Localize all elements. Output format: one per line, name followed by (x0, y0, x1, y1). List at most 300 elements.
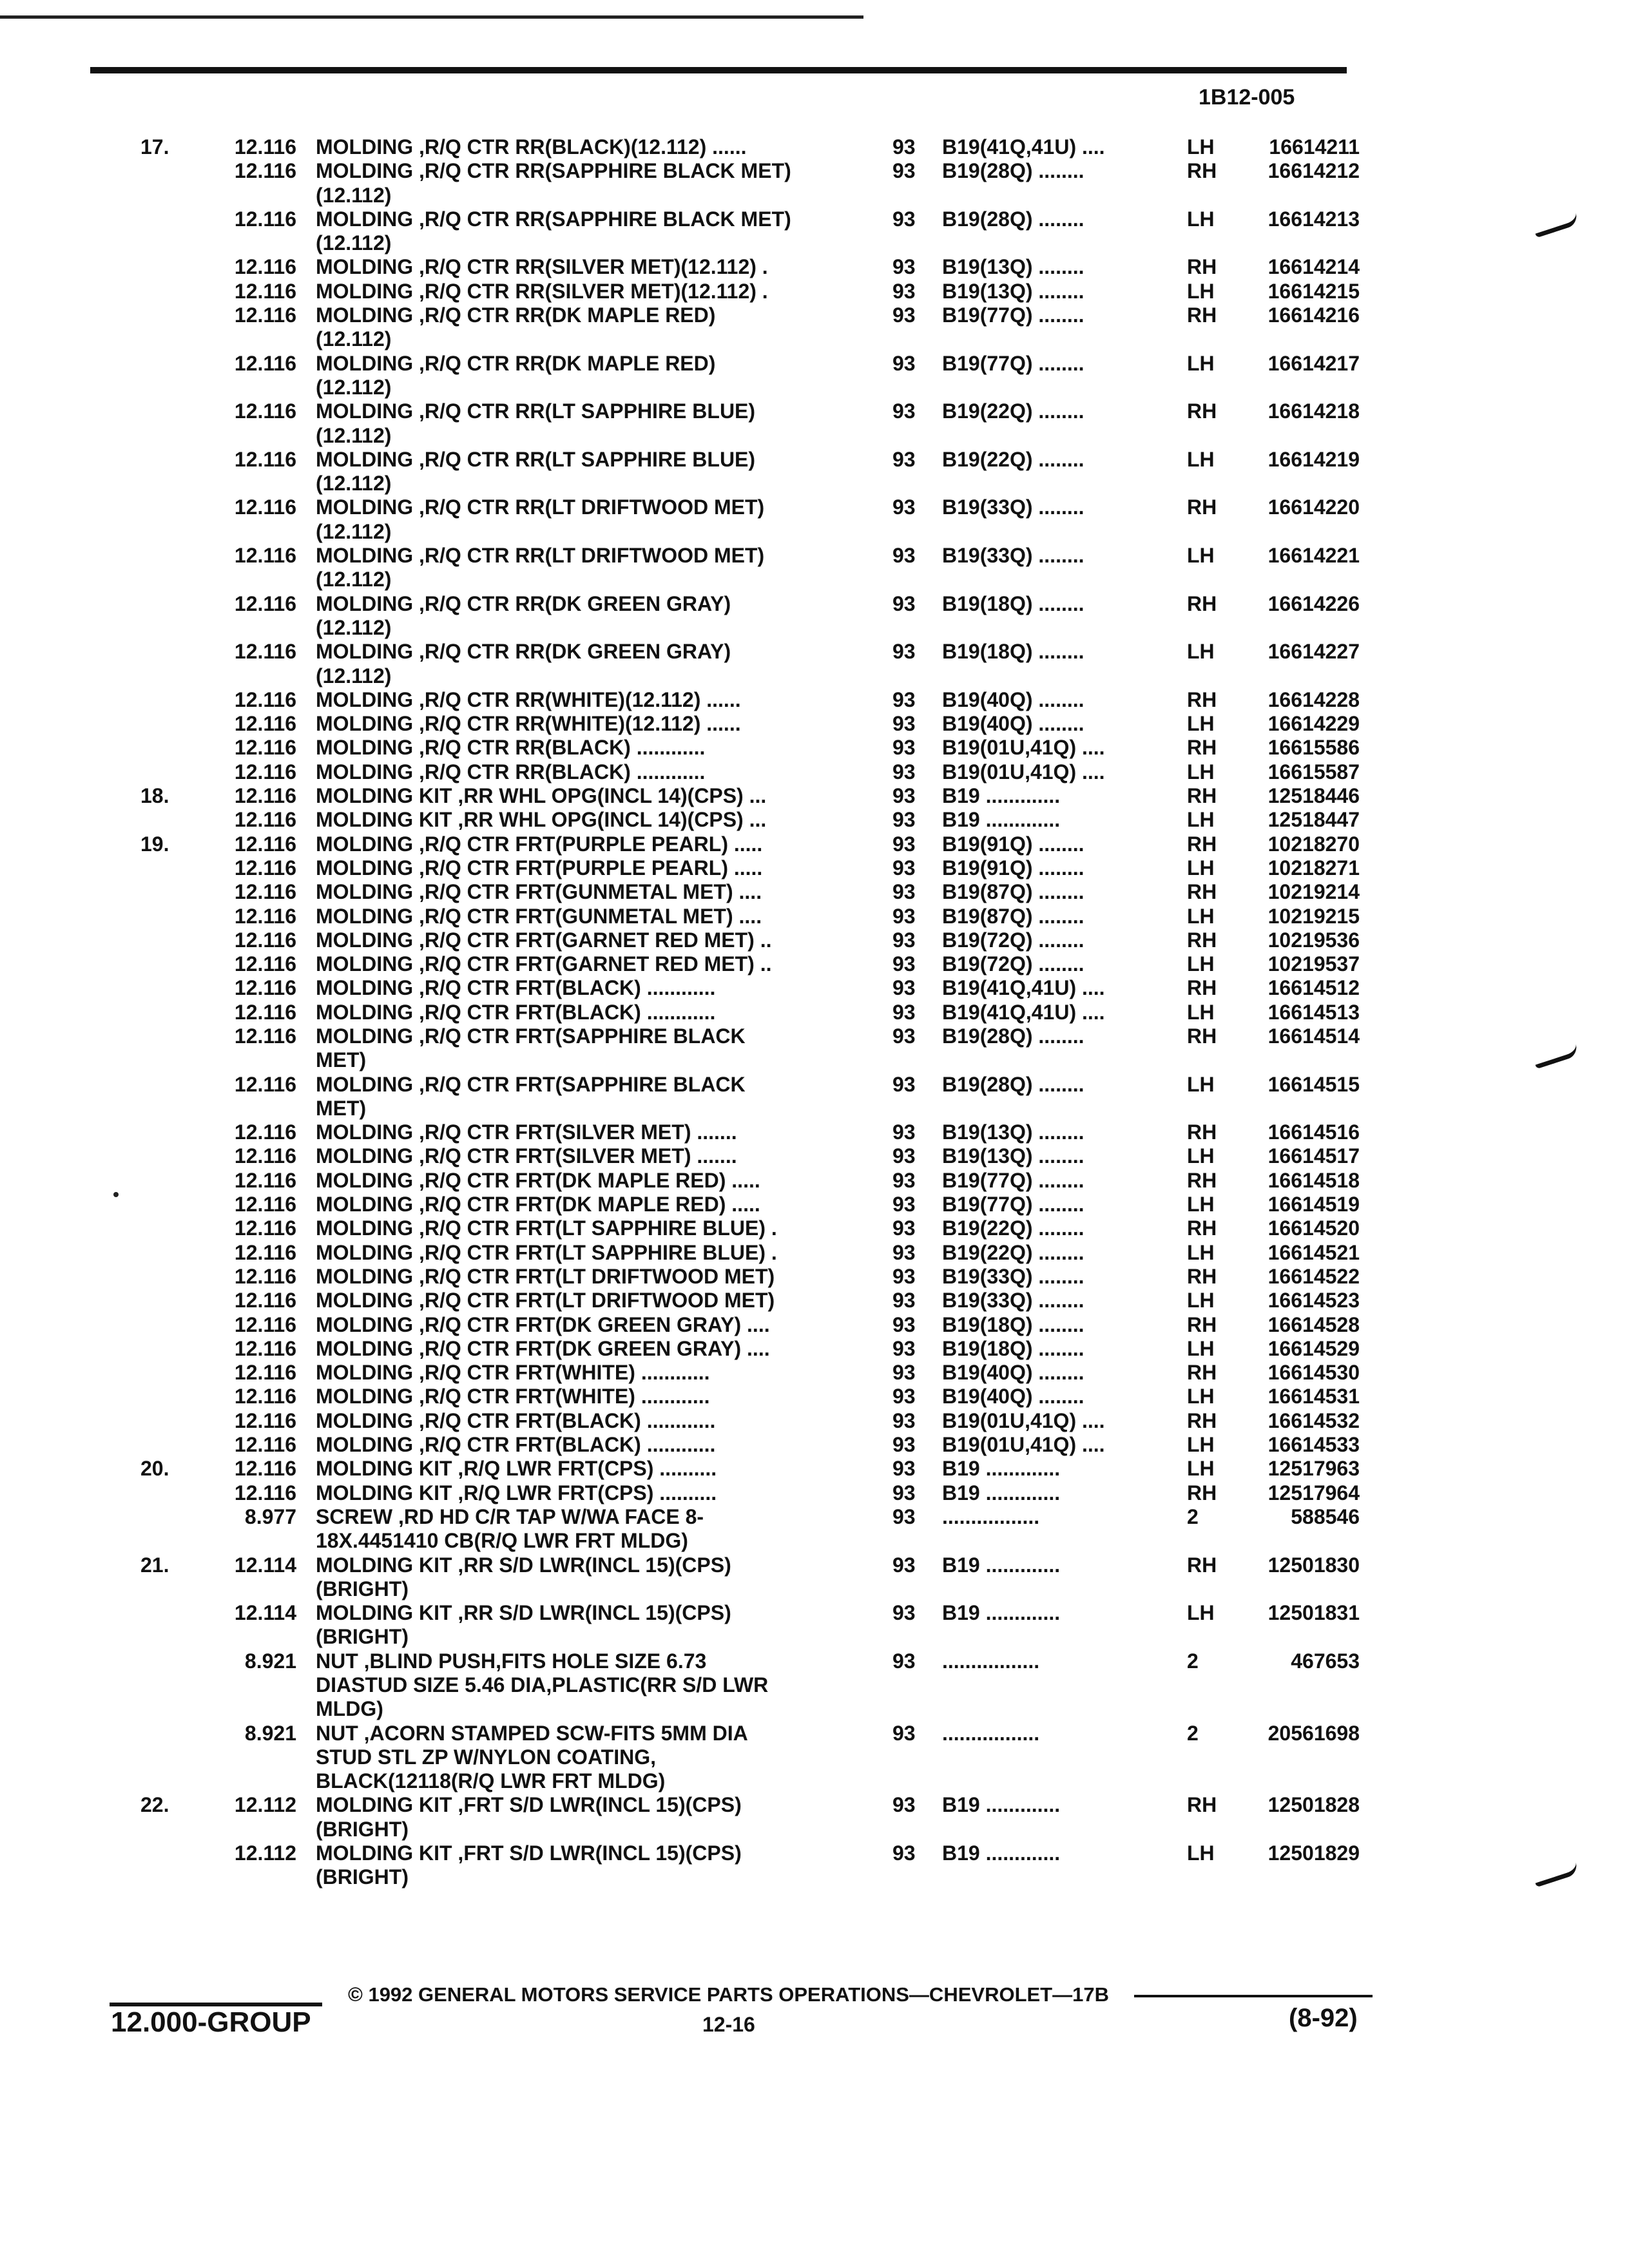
group-number: 12.116 (234, 1216, 296, 1240)
part-description: MOLDING ,R/Q CTR FRT(DK GREEN GRAY) .... (316, 1312, 770, 1336)
model-year: 93 (892, 303, 916, 327)
part-description: MOLDING ,R/Q CTR FRT(DK GREEN GRAY) .... (316, 1336, 770, 1360)
table-row (0, 1385, 1629, 1408)
table-row (0, 1337, 1629, 1361)
side-or-qty: LH (1187, 1193, 1215, 1216)
table-row (0, 1001, 1629, 1024)
model-year: 93 (892, 1841, 916, 1865)
part-number: 16614228 (1268, 687, 1360, 711)
side-or-qty: 2 (1187, 1721, 1199, 1745)
body-code: B19(13Q) ........ (942, 1144, 1084, 1168)
table-row (0, 207, 1629, 231)
part-description: MOLDING ,R/Q CTR FRT(DK MAPLE RED) ..... (316, 1168, 760, 1192)
side-or-qty: RH (1187, 1024, 1217, 1048)
group-number: 12.116 (234, 1120, 296, 1144)
side-or-qty: LH (1187, 544, 1215, 568)
part-number: 16614218 (1268, 399, 1360, 423)
group-number: 12.116 (234, 1240, 296, 1264)
side-or-qty: RH (1187, 928, 1217, 952)
part-description: MET) (316, 1048, 367, 1072)
table-row (0, 928, 1629, 952)
group-number: 12.116 (234, 1193, 296, 1216)
group-number: 12.116 (234, 832, 296, 856)
page-code: 1B12-005 (1199, 85, 1295, 110)
group-number: 12.116 (234, 784, 296, 808)
part-description: MLDG) (316, 1697, 383, 1721)
group-number: 12.116 (234, 1144, 296, 1168)
body-code: B19(28Q) ........ (942, 207, 1084, 231)
table-row (0, 1697, 1629, 1721)
part-description: MOLDING ,R/Q CTR FRT(BLACK) ............ (316, 1433, 716, 1457)
ref-number: 22. (140, 1793, 169, 1817)
footer-rule (1134, 1995, 1373, 1997)
part-number: 12517964 (1268, 1481, 1360, 1504)
part-description: MOLDING ,R/Q CTR FRT(BLACK) ............ (316, 976, 716, 1000)
part-number: 16614522 (1268, 1264, 1360, 1288)
body-code: B19(18Q) ........ (942, 640, 1084, 664)
body-code: B19 ............. (942, 1481, 1061, 1504)
part-description: (12.112) (316, 423, 392, 447)
body-code: B19(72Q) ........ (942, 928, 1084, 952)
table-row (0, 1529, 1629, 1553)
model-year: 93 (892, 279, 916, 303)
side-or-qty: RH (1187, 495, 1217, 519)
part-number: 12518446 (1268, 784, 1360, 808)
table-row (0, 1769, 1629, 1793)
body-code: B19(40Q) ........ (942, 687, 1084, 711)
table-row (0, 1097, 1629, 1120)
part-number: 10218271 (1268, 856, 1360, 879)
part-number: 20561698 (1268, 1721, 1360, 1745)
table-row (0, 640, 1629, 664)
table-row (0, 1073, 1629, 1097)
part-description: MOLDING ,R/Q CTR RR(BLACK) ............ (316, 736, 706, 760)
table-row (0, 1841, 1629, 1865)
body-code: B19(77Q) ........ (942, 1168, 1084, 1192)
part-description: MOLDING ,R/Q CTR FRT(GUNMETAL MET) .... (316, 880, 762, 904)
body-code: B19(40Q) ........ (942, 1385, 1084, 1408)
part-description: 18X.4451410 CB(R/Q LWR FRT MLDG) (316, 1529, 688, 1553)
model-year: 93 (892, 591, 916, 615)
body-code: B19(40Q) ........ (942, 712, 1084, 736)
model-year: 93 (892, 495, 916, 519)
table-row (0, 976, 1629, 1000)
part-description: (12.112) (316, 183, 392, 207)
side-or-qty: LH (1187, 1457, 1215, 1481)
group-number: 12.116 (234, 159, 296, 183)
model-year: 93 (892, 712, 916, 736)
group-number: 12.116 (234, 1433, 296, 1457)
model-year: 93 (892, 1240, 916, 1264)
part-description: (12.112) (316, 375, 392, 399)
model-year: 93 (892, 832, 916, 856)
body-code: B19(91Q) ........ (942, 856, 1084, 879)
table-row (0, 255, 1629, 279)
part-number: 16614520 (1268, 1216, 1360, 1240)
table-row (0, 352, 1629, 376)
side-or-qty: LH (1187, 1240, 1215, 1264)
part-description: STUD STL ZP W/NYLON COATING, (316, 1745, 656, 1769)
part-description: MOLDING ,R/Q CTR FRT(GUNMETAL MET) .... (316, 904, 762, 928)
part-number: 16614517 (1268, 1144, 1360, 1168)
body-code: B19(22Q) ........ (942, 447, 1084, 471)
side-or-qty: LH (1187, 1144, 1215, 1168)
model-year: 93 (892, 928, 916, 952)
table-row (0, 664, 1629, 688)
table-row (0, 1409, 1629, 1433)
table-row (0, 303, 1629, 327)
model-year: 93 (892, 784, 916, 808)
table-row (0, 1265, 1629, 1289)
side-or-qty: RH (1187, 1216, 1217, 1240)
part-description: MOLDING ,R/Q CTR RR(DK MAPLE RED) (316, 351, 716, 375)
top-thin-rule (0, 15, 863, 19)
ref-number: 18. (140, 784, 169, 808)
part-description: NUT ,BLIND PUSH,FITS HOLE SIZE 6.73 (316, 1649, 707, 1673)
part-description: MOLDING ,R/Q CTR FRT(WHITE) ............ (316, 1385, 710, 1408)
part-description: MOLDING KIT ,R/Q LWR FRT(CPS) .......... (316, 1457, 717, 1481)
table-row (0, 376, 1629, 399)
part-description: MOLDING ,R/Q CTR FRT(LT DRIFTWOOD MET) (316, 1264, 775, 1288)
page-number: 12-16 (702, 2013, 755, 2036)
body-code: ................. (942, 1504, 1040, 1528)
side-or-qty: LH (1187, 447, 1215, 471)
part-number: 16614523 (1268, 1289, 1360, 1312)
table-row (0, 880, 1629, 904)
model-year: 93 (892, 1120, 916, 1144)
group-number: 12.116 (234, 952, 296, 976)
body-code: B19(41Q,41U) .... (942, 1000, 1105, 1024)
group-number: 12.116 (234, 1289, 296, 1312)
part-description: BLACK(12118(R/Q LWR FRT MLDG) (316, 1769, 666, 1793)
part-number: 16614515 (1268, 1072, 1360, 1096)
body-code: B19(28Q) ........ (942, 159, 1084, 183)
part-number: 10219537 (1268, 952, 1360, 976)
part-description: SCREW ,RD HD C/R TAP W/WA FACE 8- (316, 1504, 704, 1528)
side-or-qty: LH (1187, 1336, 1215, 1360)
part-description: MOLDING ,R/Q CTR RR(SAPPHIRE BLACK MET) (316, 159, 791, 183)
table-row (0, 1818, 1629, 1841)
table-row (0, 1120, 1629, 1144)
table-row (0, 568, 1629, 591)
part-description: MOLDING ,R/Q CTR FRT(LT SAPPHIRE BLUE) . (316, 1216, 777, 1240)
side-or-qty: LH (1187, 856, 1215, 879)
part-description: MOLDING KIT ,RR WHL OPG(INCL 14)(CPS) ... (316, 808, 767, 832)
model-year: 93 (892, 640, 916, 664)
side-or-qty: 2 (1187, 1504, 1199, 1528)
table-row (0, 1361, 1629, 1385)
group-number: 12.116 (234, 976, 296, 1000)
part-number: 16614519 (1268, 1193, 1360, 1216)
group-number: 12.116 (234, 279, 296, 303)
body-code: B19(41Q,41U) .... (942, 135, 1105, 159)
group-number: 12.116 (234, 1000, 296, 1024)
model-year: 93 (892, 207, 916, 231)
group-number: 12.116 (234, 303, 296, 327)
group-number: 12.116 (234, 736, 296, 760)
body-code: B19(01U,41Q) .... (942, 1433, 1105, 1457)
side-or-qty: LH (1187, 808, 1215, 832)
body-code: B19 ............. (942, 808, 1061, 832)
group-label: 12.000-GROUP (111, 2006, 311, 2038)
model-year: 93 (892, 255, 916, 279)
side-or-qty: RH (1187, 255, 1217, 279)
table-row (0, 1793, 1629, 1817)
model-year: 93 (892, 135, 916, 159)
table-row (0, 832, 1629, 856)
part-description: MOLDING ,R/Q CTR FRT(GARNET RED MET) .. (316, 952, 772, 976)
part-number: 16614219 (1268, 447, 1360, 471)
parts-list (0, 135, 1629, 1890)
model-year: 93 (892, 1144, 916, 1168)
side-or-qty: LH (1187, 1289, 1215, 1312)
part-number: 588546 (1291, 1504, 1360, 1528)
group-number: 12.112 (234, 1841, 296, 1865)
part-number: 10218270 (1268, 832, 1360, 856)
group-number: 8.977 (244, 1504, 296, 1528)
part-description: MOLDING ,R/Q CTR RR(WHITE)(12.112) ...... (316, 712, 741, 736)
date-code: (8-92) (1289, 2004, 1358, 2032)
model-year: 93 (892, 399, 916, 423)
part-number: 16614530 (1268, 1361, 1360, 1385)
group-number: 12.116 (234, 1024, 296, 1048)
model-year: 93 (892, 904, 916, 928)
part-description: (BRIGHT) (316, 1625, 409, 1649)
body-code: B19 ............. (942, 1601, 1061, 1625)
model-year: 93 (892, 1793, 916, 1817)
body-code: B19(33Q) ........ (942, 1289, 1084, 1312)
model-year: 93 (892, 760, 916, 783)
table-row (0, 1216, 1629, 1240)
body-code: ................. (942, 1721, 1040, 1745)
part-number: 16614529 (1268, 1336, 1360, 1360)
body-code: B19(28Q) ........ (942, 1024, 1084, 1048)
model-year: 93 (892, 159, 916, 183)
body-code: B19(13Q) ........ (942, 255, 1084, 279)
table-row (0, 1169, 1629, 1193)
table-row (0, 760, 1629, 784)
table-row (0, 1048, 1629, 1072)
part-description: MOLDING ,R/Q CTR FRT(WHITE) ............ (316, 1361, 710, 1385)
side-or-qty: RH (1187, 591, 1217, 615)
model-year: 93 (892, 1168, 916, 1192)
body-code: B19(13Q) ........ (942, 1120, 1084, 1144)
part-description: (12.112) (316, 231, 392, 255)
model-year: 93 (892, 1216, 916, 1240)
side-or-qty: RH (1187, 736, 1217, 760)
table-row (0, 1481, 1629, 1505)
part-number: 12518447 (1268, 808, 1360, 832)
model-year: 93 (892, 1000, 916, 1024)
part-number: 16614217 (1268, 351, 1360, 375)
part-number: 467653 (1291, 1649, 1360, 1673)
side-or-qty: LH (1187, 904, 1215, 928)
table-row (0, 616, 1629, 640)
part-description: MOLDING ,R/Q CTR RR(SILVER MET)(12.112) . (316, 255, 768, 279)
body-code: B19 ............. (942, 1553, 1061, 1577)
table-row (0, 808, 1629, 832)
table-row (0, 280, 1629, 303)
part-number: 16614531 (1268, 1385, 1360, 1408)
table-row (0, 135, 1629, 159)
model-year: 93 (892, 687, 916, 711)
part-number: 16614516 (1268, 1120, 1360, 1144)
side-or-qty: LH (1187, 952, 1215, 976)
part-description: MOLDING ,R/Q CTR RR(LT SAPPHIRE BLUE) (316, 399, 756, 423)
side-or-qty: LH (1187, 351, 1215, 375)
part-description: MOLDING ,R/Q CTR FRT(SILVER MET) ....... (316, 1144, 737, 1168)
group-number: 12.112 (234, 1793, 296, 1817)
model-year: 93 (892, 1457, 916, 1481)
table-row (0, 1673, 1629, 1697)
part-description: MOLDING KIT ,FRT S/D LWR(INCL 15)(CPS) (316, 1793, 742, 1817)
part-number: 12517963 (1268, 1457, 1360, 1481)
table-row (0, 159, 1629, 183)
part-number: 16614227 (1268, 640, 1360, 664)
part-number: 16614532 (1268, 1408, 1360, 1432)
group-number: 12.116 (234, 856, 296, 879)
part-description: MOLDING ,R/Q CTR FRT(PURPLE PEARL) ..... (316, 832, 763, 856)
group-number: 12.116 (234, 687, 296, 711)
part-number: 16615586 (1268, 736, 1360, 760)
table-row (0, 1024, 1629, 1048)
model-year: 93 (892, 808, 916, 832)
part-number: 16615587 (1268, 760, 1360, 783)
part-number: 10219215 (1268, 904, 1360, 928)
part-number: 16614214 (1268, 255, 1360, 279)
part-description: MOLDING ,R/Q CTR RR(LT SAPPHIRE BLUE) (316, 447, 756, 471)
body-code: B19(28Q) ........ (942, 1072, 1084, 1096)
part-number: 16614226 (1268, 591, 1360, 615)
part-number: 16614518 (1268, 1168, 1360, 1192)
body-code: B19(18Q) ........ (942, 1336, 1084, 1360)
group-number: 12.116 (234, 544, 296, 568)
part-description: MOLDING ,R/Q CTR RR(DK GREEN GRAY) (316, 591, 731, 615)
part-number: 16614229 (1268, 712, 1360, 736)
side-or-qty: RH (1187, 1553, 1217, 1577)
part-description: (BRIGHT) (316, 1817, 409, 1841)
part-description: MET) (316, 1096, 367, 1120)
body-code: B19 ............. (942, 1457, 1061, 1481)
model-year: 93 (892, 1481, 916, 1504)
part-description: NUT ,ACORN STAMPED SCW-FITS 5MM DIA (316, 1721, 748, 1745)
body-code: B19(33Q) ........ (942, 1264, 1084, 1288)
part-description: (12.112) (316, 472, 392, 495)
part-number: 16614513 (1268, 1000, 1360, 1024)
part-description: MOLDING ,R/Q CTR RR(DK GREEN GRAY) (316, 640, 731, 664)
part-number: 12501828 (1268, 1793, 1360, 1817)
model-year: 93 (892, 544, 916, 568)
part-description: (12.112) (316, 568, 392, 591)
part-number: 12501831 (1268, 1601, 1360, 1625)
part-number: 10219536 (1268, 928, 1360, 952)
body-code: B19(01U,41Q) .... (942, 1408, 1105, 1432)
group-number: 12.116 (234, 760, 296, 783)
table-row (0, 424, 1629, 448)
group-number: 12.114 (234, 1601, 296, 1625)
body-code: B19(77Q) ........ (942, 1193, 1084, 1216)
top-rule (90, 67, 1347, 73)
side-or-qty: LH (1187, 1433, 1215, 1457)
part-description: (BRIGHT) (316, 1577, 409, 1600)
part-description: MOLDING ,R/Q CTR RR(SILVER MET)(12.112) . (316, 279, 768, 303)
side-or-qty: RH (1187, 784, 1217, 808)
part-description: MOLDING ,R/Q CTR FRT(BLACK) ............ (316, 1000, 716, 1024)
model-year: 93 (892, 1433, 916, 1457)
side-or-qty: RH (1187, 1168, 1217, 1192)
group-number: 12.116 (234, 1385, 296, 1408)
table-row (0, 231, 1629, 255)
body-code: B19(77Q) ........ (942, 303, 1084, 327)
part-description: MOLDING KIT ,FRT S/D LWR(INCL 15)(CPS) (316, 1841, 742, 1865)
model-year: 93 (892, 856, 916, 879)
part-description: MOLDING ,R/Q CTR RR(BLACK) ............ (316, 760, 706, 783)
side-or-qty: LH (1187, 279, 1215, 303)
body-code: B19(91Q) ........ (942, 832, 1084, 856)
table-row (0, 856, 1629, 880)
table-row (0, 1722, 1629, 1745)
body-code: B19(01U,41Q) .... (942, 736, 1105, 760)
table-row (0, 1289, 1629, 1312)
body-code: B19 ............. (942, 1793, 1061, 1817)
model-year: 93 (892, 351, 916, 375)
side-or-qty: LH (1187, 135, 1215, 159)
part-description: MOLDING ,R/Q CTR RR(BLACK)(12.112) ...... (316, 135, 747, 159)
model-year: 93 (892, 976, 916, 1000)
group-number: 8.921 (244, 1721, 296, 1745)
part-number: 16614512 (1268, 976, 1360, 1000)
part-description: (12.112) (316, 664, 392, 687)
table-row (0, 495, 1629, 519)
model-year: 93 (892, 1649, 916, 1673)
model-year: 93 (892, 1385, 916, 1408)
side-or-qty: LH (1187, 1841, 1215, 1865)
body-code: B19 ............. (942, 1841, 1061, 1865)
model-year: 93 (892, 1504, 916, 1528)
body-code: B19 ............. (942, 784, 1061, 808)
part-description: MOLDING ,R/Q CTR FRT(PURPLE PEARL) ..... (316, 856, 763, 879)
model-year: 93 (892, 1361, 916, 1385)
group-number: 12.116 (234, 1264, 296, 1288)
body-code: B19(40Q) ........ (942, 1361, 1084, 1385)
side-or-qty: LH (1187, 712, 1215, 736)
group-number: 12.116 (234, 255, 296, 279)
body-code: B19(13Q) ........ (942, 279, 1084, 303)
side-or-qty: RH (1187, 880, 1217, 904)
body-code: B19(87Q) ........ (942, 904, 1084, 928)
part-description: (12.112) (316, 519, 392, 543)
side-or-qty: RH (1187, 1793, 1217, 1817)
part-number: 12501829 (1268, 1841, 1360, 1865)
group-number: 12.116 (234, 928, 296, 952)
table-row (0, 184, 1629, 207)
group-number: 12.116 (234, 1457, 296, 1481)
group-number: 12.114 (234, 1553, 296, 1577)
part-description: MOLDING ,R/Q CTR FRT(GARNET RED MET) .. (316, 928, 772, 952)
side-or-qty: RH (1187, 303, 1217, 327)
table-row (0, 1433, 1629, 1457)
side-or-qty: LH (1187, 1072, 1215, 1096)
table-row (0, 327, 1629, 351)
side-or-qty: LH (1187, 760, 1215, 783)
part-description: MOLDING ,R/Q CTR FRT(SAPPHIRE BLACK (316, 1024, 746, 1048)
table-row (0, 905, 1629, 928)
group-number: 12.116 (234, 880, 296, 904)
side-or-qty: RH (1187, 1264, 1217, 1288)
part-description: MOLDING ,R/Q CTR FRT(SAPPHIRE BLACK (316, 1072, 746, 1096)
part-number: 10219214 (1268, 880, 1360, 904)
side-or-qty: LH (1187, 640, 1215, 664)
